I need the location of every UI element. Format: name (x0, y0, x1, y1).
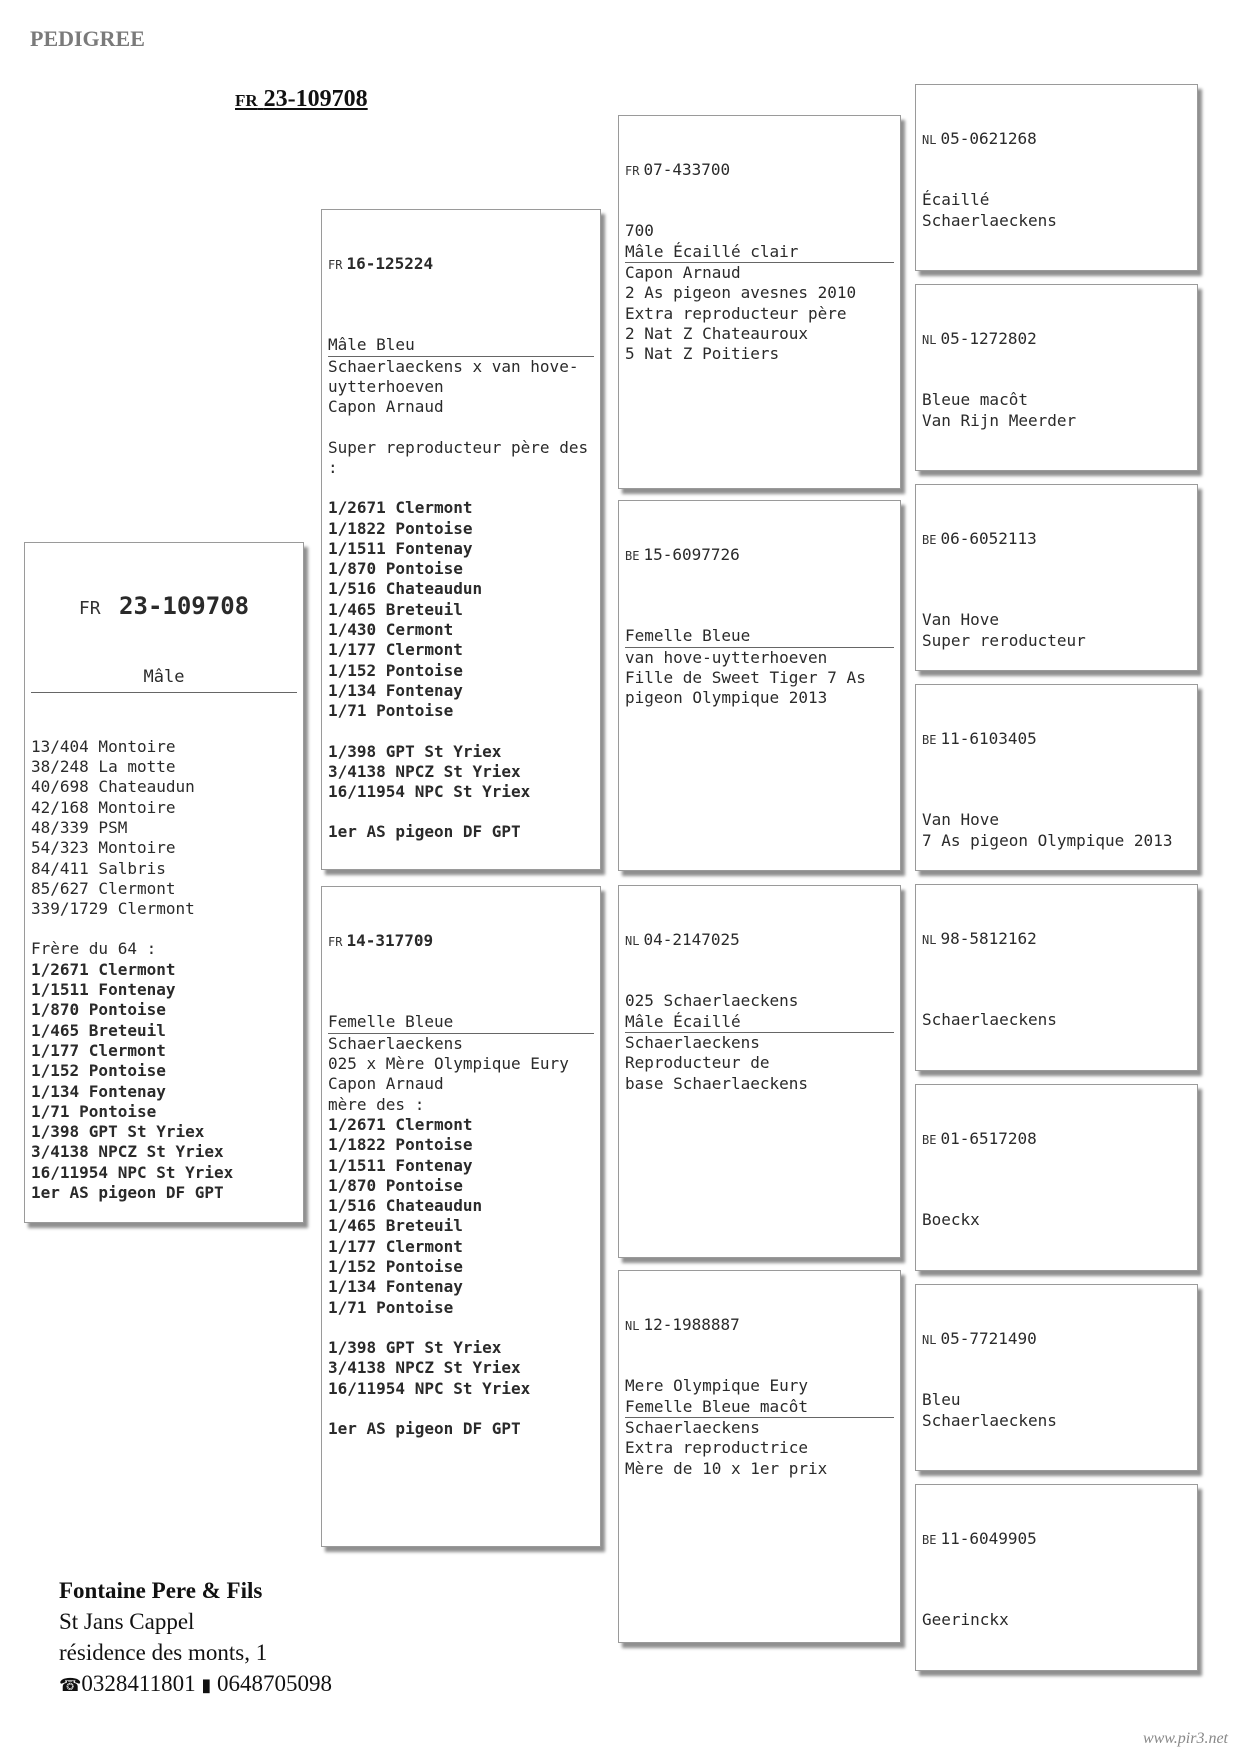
text-line: 1/430 Cermont (328, 620, 454, 640)
text-line: 42/168 Montoire (31, 797, 176, 817)
text-line: 1/1822 Pontoise (328, 1135, 473, 1155)
ggp-country-6: BE (922, 1132, 937, 1147)
ggp-lines-8 (922, 1590, 1191, 1630)
sire-country: FR (328, 257, 343, 272)
sire-box (321, 209, 601, 870)
text-line: Écaillé (922, 190, 990, 210)
text-line: 3/4138 NPCZ St Yriex (328, 1358, 521, 1378)
ggp-box-6 (915, 1084, 1198, 1271)
footer-link[interactable]: www.pir3.net (1142, 1730, 1228, 1747)
ggp-box-7 (915, 1284, 1198, 1471)
owner-phones (59, 1668, 332, 1701)
text-line: 3/4138 NPCZ St Yriex (328, 761, 521, 781)
sire-dam-lines (625, 606, 894, 708)
dam-dam-ring-number: 12-1988887 (643, 1314, 740, 1334)
text-line: Mâle Écaillé clair (625, 242, 894, 263)
text-line: Frère du 64 : (31, 939, 157, 959)
ggp-lines-7 (922, 1390, 1191, 1431)
header-ring-number: 23-109708 (263, 86, 368, 112)
text-line: 13/404 Montoire (31, 736, 176, 756)
text-line: Schaerlaeckens (625, 1033, 760, 1053)
text-line: 1/1511 Fontenay (31, 980, 176, 1000)
text-line: 1/870 Pontoise (31, 1000, 166, 1020)
ggp-box-5 (915, 884, 1198, 1071)
text-line: Capon Arnaud (625, 263, 741, 283)
text-line (328, 418, 594, 438)
ggp-country-2: NL (922, 332, 937, 347)
ggp-box-4 (915, 684, 1198, 871)
text-line: 1/71 Pontoise (328, 1297, 454, 1317)
text-line: Super reroducteur (922, 630, 1086, 650)
text-line: 339/1729 Clermont (31, 899, 195, 919)
text-line: 1/152 Pontoise (31, 1061, 166, 1081)
text-line: 1/134 Fontenay (328, 680, 463, 700)
text-line: 1/870 Pontoise (328, 559, 463, 579)
ggp-ring-number-3: 06-6052113 (940, 528, 1037, 548)
ggp-ring-7 (922, 1329, 1191, 1350)
sire-dam-box (618, 500, 901, 871)
text-line (328, 1318, 594, 1338)
text-line: 48/339 PSM (31, 817, 128, 837)
ggp-lines-2 (922, 390, 1191, 431)
ggp-box-8 (915, 1484, 1198, 1671)
ggp-box-3 (915, 484, 1198, 671)
ggp-ring-number-7: 05-7721490 (940, 1328, 1037, 1348)
text-line: 1/2671 Clermont (328, 498, 473, 518)
dam-country: FR (328, 934, 343, 949)
text-line: 1/134 Fontenay (328, 1277, 463, 1297)
text-line: Femelle Bleue macôt (625, 1397, 894, 1418)
text-line: Schaerlaeckens (922, 1410, 1057, 1430)
text-line: van hove-uytterhoeven (625, 647, 828, 667)
ggp-ring-number-6: 01-6517208 (940, 1128, 1037, 1148)
ggp-country-5: NL (922, 932, 937, 947)
text-line: 1/516 Chateaudun (328, 1196, 483, 1216)
text-line: 1/516 Chateaudun (328, 579, 483, 599)
text-line: 1er AS pigeon DF GPT (328, 822, 521, 842)
ggp-ring-number-2: 05-1272802 (940, 328, 1037, 348)
text-line: Schaerlaeckens x van hove-uytterhoeven (328, 356, 579, 397)
text-line: 16/11954 NPC St Yriex (328, 782, 531, 802)
text-line: 3/4138 NPCZ St Yriex (31, 1142, 224, 1162)
text-line: 1er AS pigeon DF GPT (31, 1183, 224, 1203)
text-line: 1/2671 Clermont (328, 1114, 473, 1134)
text-line: 1/134 Fontenay (31, 1081, 166, 1101)
sire-ring-number: 16-125224 (346, 253, 434, 273)
ggp-lines-3 (922, 590, 1191, 651)
text-line (328, 315, 594, 335)
text-line: 54/323 Montoire (31, 838, 176, 858)
text-line: 1/1511 Fontenay (328, 1155, 473, 1175)
text-line: 1/152 Pontoise (328, 660, 463, 680)
text-line: 1/398 GPT St Yriex (328, 741, 502, 761)
text-line (922, 990, 1191, 1010)
text-line: Femelle Bleue (328, 1012, 594, 1033)
dam-sire-ring-number: 04-2147025 (643, 929, 740, 949)
text-line (328, 478, 594, 498)
dam-dam-ring (625, 1315, 894, 1336)
text-line: Schaerlaeckens (328, 1033, 463, 1053)
text-line: 1/71 Pontoise (328, 701, 454, 721)
header-ring (235, 86, 368, 113)
text-line: Schaerlaeckens (922, 210, 1057, 230)
page-title: PEDIGREE (30, 26, 145, 51)
subject-sex: Mâle (31, 664, 297, 693)
phone-icon: ☎ (59, 1675, 82, 1695)
owner-mobile: 0648705098 (216, 1671, 332, 1696)
text-line: Mère de 10 x 1er prix (625, 1458, 828, 1478)
ggp-lines-6 (922, 1190, 1191, 1230)
subject-ring-number: 23-109708 (119, 591, 250, 620)
sire-dam-ring (625, 545, 894, 566)
text-line: Super reproducteur père des : (328, 437, 598, 477)
text-line: 1/398 GPT St Yriex (328, 1337, 502, 1357)
text-line: 1/465 Breteuil (328, 1216, 463, 1236)
text-line (922, 1190, 1191, 1210)
text-line (922, 1590, 1191, 1610)
text-line (922, 790, 1191, 810)
mobile-icon: ▮ (201, 1675, 212, 1695)
text-line: 025 Schaerlaeckens (625, 991, 799, 1011)
text-line: Schaerlaeckens (625, 1418, 760, 1438)
text-line: 1er AS pigeon DF GPT (328, 1418, 521, 1438)
dam-lines (328, 992, 594, 1439)
owner-address: résidence des monts, 1 (59, 1640, 268, 1665)
text-line: Extra reproductrice (625, 1438, 809, 1458)
subject-ring (31, 591, 297, 624)
text-line: Mâle Bleu (328, 335, 594, 356)
sire-sire-box (618, 115, 901, 489)
text-line: 5 Nat Z Poitiers (625, 344, 780, 364)
text-line (328, 722, 594, 742)
ggp-ring-number-8: 11-6049905 (940, 1528, 1037, 1548)
ggp-country-3: BE (922, 532, 937, 547)
ggp-ring-6 (922, 1129, 1191, 1150)
text-line: 16/11954 NPC St Yriex (328, 1378, 531, 1398)
text-line: Bleu (922, 1390, 961, 1410)
text-line: Reproducteur de (625, 1053, 770, 1073)
text-line: 85/627 Clermont (31, 878, 176, 898)
text-line: base Schaerlaeckens (625, 1073, 809, 1093)
sire-sire-ring (625, 160, 894, 181)
ggp-country-1: NL (922, 132, 937, 147)
text-line: Schaerlaeckens (922, 1010, 1057, 1030)
dam-box (321, 886, 601, 1547)
text-line: 1/177 Clermont (31, 1040, 166, 1060)
ggp-lines-4 (922, 790, 1191, 851)
text-line: Bleue macôt (922, 390, 1028, 410)
text-line: 1/71 Pontoise (31, 1101, 157, 1121)
sire-sire-ring-number: 07-433700 (643, 159, 731, 179)
text-line (625, 606, 894, 626)
owner-phone: 0328411801 (81, 1671, 196, 1696)
text-line: 700 (625, 221, 654, 241)
text-line (328, 992, 594, 1012)
text-line: 1/1511 Fontenay (328, 538, 473, 558)
text-line: 1/177 Clermont (328, 1236, 463, 1256)
text-line: 2 Nat Z Chateauroux (625, 323, 809, 343)
text-line: 40/698 Chateaudun (31, 777, 195, 797)
text-line: Van Hove (922, 810, 1000, 830)
subject-lines (31, 737, 297, 1204)
text-line: Mâle Écaillé (625, 1012, 894, 1033)
text-line: 16/11954 NPC St Yriex (31, 1162, 234, 1182)
text-line: 1/465 Breteuil (31, 1020, 166, 1040)
sire-dam-country: BE (625, 548, 640, 563)
text-line: 1/152 Pontoise (328, 1257, 463, 1277)
dam-dam-lines (625, 1376, 894, 1478)
text-line: Geerinckx (922, 1610, 1009, 1630)
text-line: mère des : (328, 1094, 425, 1114)
text-line: Van Hove (922, 610, 1000, 630)
sire-sire-lines (625, 221, 894, 364)
text-line: Femelle Bleue (625, 626, 894, 647)
text-line: 1/2671 Clermont (31, 959, 176, 979)
ggp-ring-number-4: 11-6103405 (940, 728, 1037, 748)
text-line: Boeckx (922, 1210, 980, 1230)
ggp-ring-4 (922, 729, 1191, 750)
subject-country: FR (78, 597, 101, 619)
sire-lines (328, 315, 598, 842)
text-line: 1/398 GPT St Yriex (31, 1122, 205, 1142)
ggp-ring-5 (922, 929, 1191, 950)
dam-ring-number: 14-317709 (346, 930, 434, 950)
ggp-lines-5 (922, 990, 1191, 1030)
owner-city: St Jans Cappel (59, 1609, 195, 1634)
text-line (31, 919, 297, 939)
sire-ring (328, 254, 594, 275)
owner-block (59, 1575, 332, 1701)
ggp-ring-2 (922, 329, 1191, 350)
header-country: FR (235, 91, 258, 110)
text-line: Extra reproducteur père (625, 303, 847, 323)
text-line: 38/248 La motte (31, 757, 176, 777)
owner-name: Fontaine Pere & Fils (59, 1578, 263, 1603)
ggp-country-4: BE (922, 732, 937, 747)
ggp-ring-number-5: 98-5812162 (940, 928, 1037, 948)
text-line: Capon Arnaud (328, 397, 444, 417)
ggp-box-1 (915, 84, 1198, 271)
ggp-ring-1 (922, 129, 1191, 150)
text-line (922, 590, 1191, 610)
text-line: Fille de Sweet Tiger 7 As pigeon Olympique 2013 (625, 668, 876, 708)
text-line: 025 x Mère Olympique Eury (328, 1054, 569, 1074)
ggp-ring-8 (922, 1529, 1191, 1550)
ggp-country-7: NL (922, 1332, 937, 1347)
ggp-ring-number-1: 05-0621268 (940, 128, 1037, 148)
text-line (328, 802, 594, 822)
sire-sire-country: FR (625, 163, 640, 178)
text-line: Van Rijn Meerder (922, 410, 1077, 430)
text-line: 1/177 Clermont (328, 640, 463, 660)
dam-dam-country: NL (625, 1318, 640, 1333)
dam-sire-box (618, 885, 901, 1258)
sire-dam-ring-number: 15-6097726 (643, 544, 740, 564)
ggp-ring-3 (922, 529, 1191, 550)
text-line: 84/411 Salbris (31, 858, 166, 878)
ggp-lines-1 (922, 190, 1191, 231)
text-line: Mere Olympique Eury (625, 1376, 809, 1396)
text-line: 2 As pigeon avesnes 2010 (625, 283, 857, 303)
dam-sire-country: NL (625, 933, 640, 948)
text-line: Capon Arnaud (328, 1074, 444, 1094)
dam-dam-box (618, 1270, 901, 1643)
dam-sire-lines (625, 991, 894, 1093)
ggp-country-8: BE (922, 1532, 937, 1547)
dam-ring (328, 931, 594, 952)
text-line: 1/1822 Pontoise (328, 518, 473, 538)
text-line: 1/465 Breteuil (328, 599, 463, 619)
dam-sire-ring (625, 930, 894, 951)
text-line (328, 1399, 594, 1419)
text-line: 1/870 Pontoise (328, 1175, 463, 1195)
subject-box (24, 542, 304, 1223)
ggp-box-2 (915, 284, 1198, 471)
text-line: 7 As pigeon Olympique 2013 (922, 830, 1173, 850)
